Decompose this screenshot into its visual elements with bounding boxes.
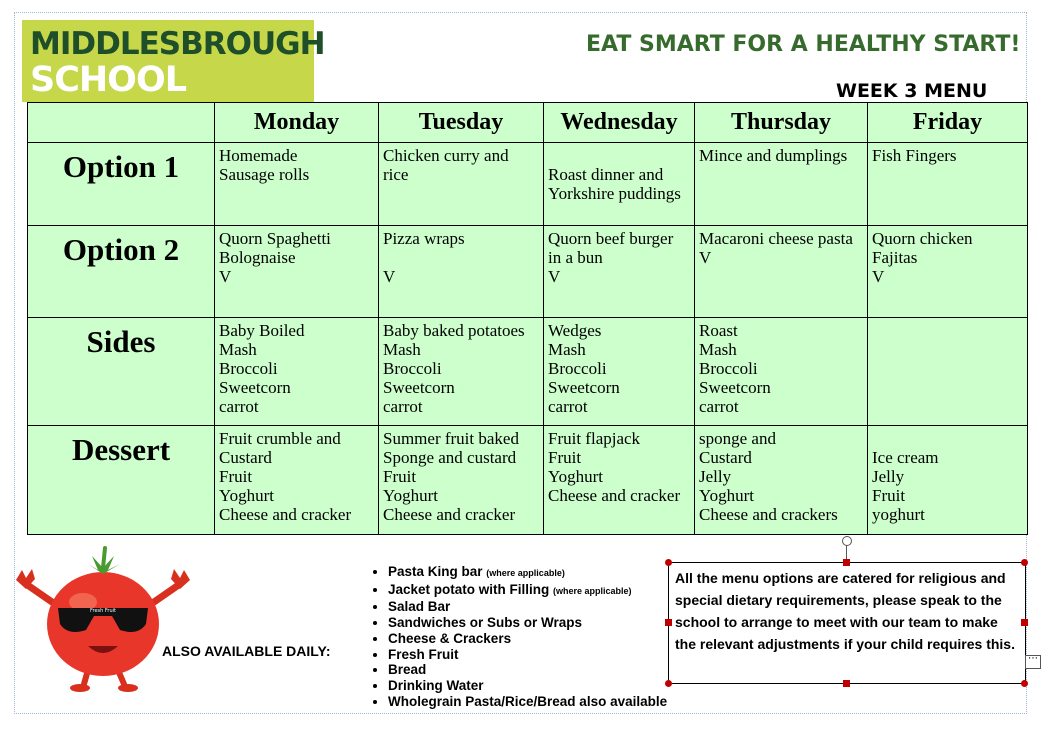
week-title: WEEK 3 MENU <box>836 80 988 102</box>
list-item <box>388 582 667 600</box>
resize-handle-bottom-left[interactable] <box>665 680 672 687</box>
menu-row-option-2 <box>28 226 1028 318</box>
resize-handle-top[interactable] <box>843 559 850 566</box>
menu-cell <box>379 318 544 426</box>
menu-cell-text: Ice cream Jelly Fruit yoghurt <box>872 448 939 524</box>
daily-item-text: Sandwiches or Subs or Wraps <box>388 615 583 631</box>
menu-row-option-1 <box>28 143 1028 226</box>
menu-cell-text: Roast Mash Broccoli Sweetcorn carrot <box>699 321 771 416</box>
logo <box>22 20 325 102</box>
slogan: EAT SMART FOR A HEALTHY START! <box>586 32 1021 57</box>
daily-item-note: (where applicable) <box>553 585 632 596</box>
resize-handle-top-left[interactable] <box>665 559 672 566</box>
resize-handle-top-right[interactable] <box>1021 559 1028 566</box>
menu-table <box>27 102 1028 535</box>
logo-line-2: SCHOOL <box>30 60 186 100</box>
menu-cell <box>215 226 379 318</box>
menu-cell-text: sponge and Custard Jelly Yoghurt Cheese and crackers <box>699 429 838 524</box>
tomato-mascot-icon <box>8 542 198 692</box>
daily-item-text: Fresh Fruit <box>388 646 459 662</box>
menu-cell <box>868 318 1028 426</box>
menu-cell-text: Fruit crumble and Custard Fruit Yoghurt Cheese and cracker <box>219 429 352 524</box>
menu-cell <box>215 426 379 535</box>
daily-item-text: Cheese & Crackers <box>388 630 512 646</box>
daily-item-text: Wholegrain Pasta/Rice/Bread also available <box>388 693 668 709</box>
menu-cell-text: Roast dinner and Yorkshire puddings <box>548 165 681 203</box>
list-item <box>388 678 667 694</box>
mascot-glasses-text: Fresh Fruit <box>90 608 116 614</box>
menu-cell-text: Fruit flapjack Fruit Yoghurt Cheese and cracker <box>548 429 681 505</box>
menu-cell <box>695 426 868 535</box>
daily-item-text: Bread <box>388 662 427 678</box>
list-item <box>388 662 667 678</box>
daily-items-list <box>372 564 667 709</box>
daily-item-note: (where applicable) <box>486 568 565 578</box>
row-label: Dessert <box>28 426 215 535</box>
header-row <box>28 103 1028 143</box>
rotate-handle[interactable] <box>842 536 852 546</box>
menu-cell <box>695 226 868 318</box>
menu-cell <box>544 426 695 535</box>
menu-row-sides <box>28 318 1028 426</box>
menu-cell-text: Pizza wraps V <box>383 229 465 286</box>
day-header: Wednesday <box>544 103 695 143</box>
list-item <box>388 647 667 663</box>
list-item <box>388 564 667 582</box>
resize-handle-right[interactable] <box>1021 619 1028 626</box>
menu-cell <box>868 426 1028 535</box>
day-header: Monday <box>215 103 379 143</box>
daily-item-text: Salad Bar <box>388 599 451 615</box>
day-header: Tuesday <box>379 103 544 143</box>
menu-cell-text: Quorn chicken Fajitas V <box>872 229 973 286</box>
menu-cell-text: Fish Fingers <box>872 146 957 165</box>
menu-row-dessert <box>28 426 1028 535</box>
daily-item-text: Jacket potato with Filling <box>388 581 550 597</box>
also-available-label: ALSO AVAILABLE DAILY: <box>162 643 331 659</box>
list-item <box>388 615 667 631</box>
list-item <box>388 631 667 647</box>
dietary-note-textbox[interactable]: All the menu options are catered for religious and special dietary requirements, please speak to the school to arrange to meet with our team to make the relevant adjustments if your child requires this. <box>668 562 1026 684</box>
menu-cell-text: Wedges Mash Broccoli Sweetcorn carrot <box>548 321 620 416</box>
list-item <box>388 599 667 615</box>
day-header: Thursday <box>695 103 868 143</box>
menu-cell-text: Homemade Sausage rolls <box>219 146 310 184</box>
resize-handle-left[interactable] <box>665 619 672 626</box>
menu-cell <box>379 426 544 535</box>
menu-cell <box>544 143 695 226</box>
layout-options-icon[interactable]: ⋯ <box>1025 655 1041 669</box>
menu-cell <box>695 318 868 426</box>
menu-cell-text: Macaroni cheese pasta V <box>699 229 853 267</box>
resize-handle-bottom[interactable] <box>843 680 850 687</box>
menu-cell-text: Mince and dumplings <box>699 146 848 165</box>
menu-cell <box>695 143 868 226</box>
row-label: Sides <box>28 318 215 426</box>
logo-line-1: MIDDLESBROUGH <box>30 26 325 62</box>
resize-handle-bottom-right[interactable] <box>1021 680 1028 687</box>
menu-cell <box>379 226 544 318</box>
row-label: Option 2 <box>28 226 215 318</box>
list-item <box>388 694 667 710</box>
corner-cell <box>28 103 215 143</box>
menu-cell <box>544 318 695 426</box>
day-header: Friday <box>868 103 1028 143</box>
menu-cell <box>868 226 1028 318</box>
menu-cell-text: Quorn Spaghetti Bolognaise V <box>219 229 331 286</box>
menu-cell <box>379 143 544 226</box>
menu-cell-text: Quorn beef burger in a bun V <box>548 229 674 286</box>
menu-cell-text: Chicken curry and rice <box>383 146 509 184</box>
menu-cell-text: Summer fruit baked Sponge and custard Fruit Yoghurt Cheese and cracker <box>383 429 519 524</box>
menu-cell <box>215 143 379 226</box>
daily-item-text: Drinking Water <box>388 677 484 693</box>
row-label: Option 1 <box>28 143 215 226</box>
menu-cell-text: Baby baked potatoes Mash Broccoli Sweetcorn carrot <box>383 321 525 416</box>
menu-cell <box>868 143 1028 226</box>
daily-item-text: Pasta King bar <box>388 564 483 579</box>
menu-cell <box>544 226 695 318</box>
menu-cell-text: Baby Boiled Mash Broccoli Sweetcorn carrot <box>219 321 305 416</box>
menu-cell <box>215 318 379 426</box>
